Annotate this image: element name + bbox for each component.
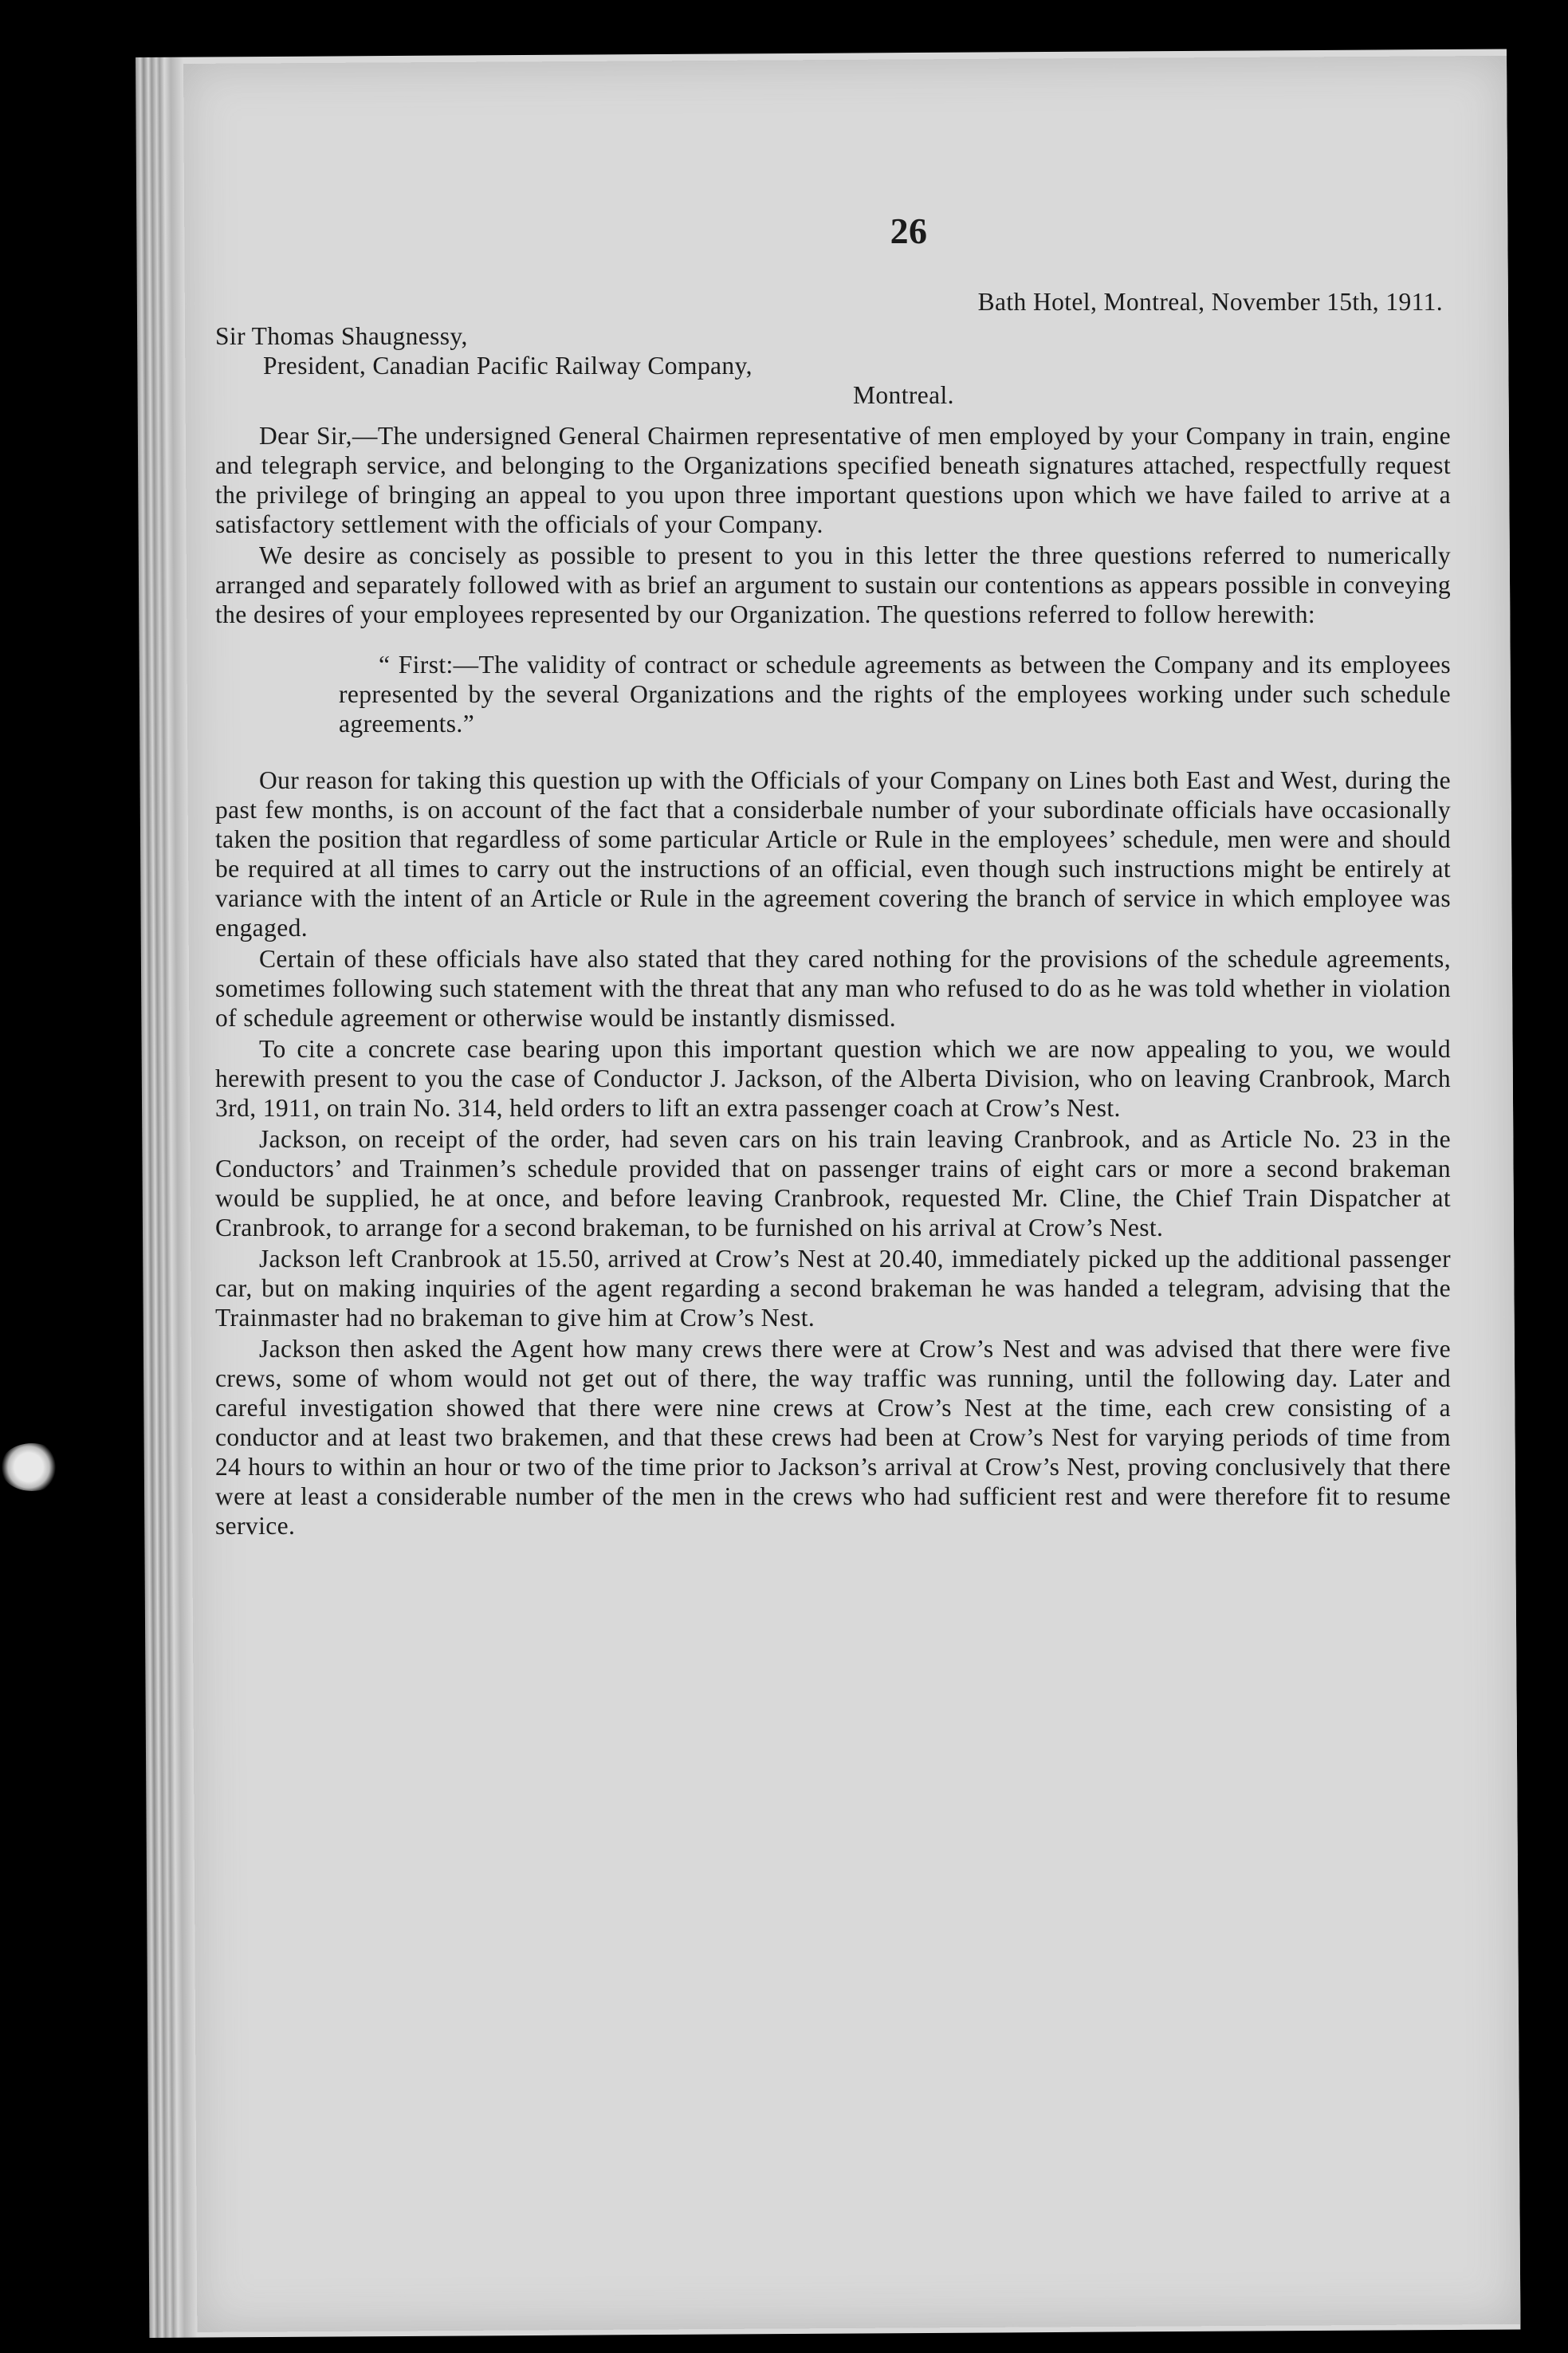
body-paragraph: Jackson, on receipt of the order, had seven cars on his train leaving Cranbrook, and as Article No. 23 in the Conductors’ and Trainmen’s schedule provided that on passenger trains of eight cars or more a second brakeman would be supplied, he at once, and before leaving Cranbrook, requested Mr. Cline, the Chief Train Dispatcher at Cranbrook, to arrange for a second brakeman, to be furnished on his arrival at Crow’s Nest.	[215, 1125, 1451, 1241]
salutation-paragraph: Dear Sir,—The undersigned General Chairmen representative of men employed by your Company in train, engine and telegraph service, and belonging to the Organizations specified beneath signatures attached, respectfully request the privilege of bringing an appeal to you upon three important questions upon which we have failed to arrive at a satisfactory settlement with the officials of your Company.	[215, 422, 1451, 538]
addressee-title: President, Canadian Pacific Railway Company,	[263, 352, 753, 380]
first-question-quote: “ First:—The validity of contract or schedule agreements as between the Company and its employees represented by the several Organizations and the rights of the employees working under such schedule agreements.”	[339, 651, 1451, 738]
dateline: Bath Hotel, Montreal, November 15th, 1911.	[977, 288, 1443, 316]
body-paragraph: Jackson left Cranbrook at 15.50, arrived at Crow’s Nest at 20.40, immediately picked up the additional passenger car, but on making inquiries of the agent regarding a second brakeman he was handed a telegram, advising that the Trainmaster had no brakeman to give him at Crow’s Nest.	[215, 1245, 1451, 1332]
intro-paragraph: We desire as concisely as possible to present to you in this letter the three questions referred to numerically arranged and separately followed with as brief an argument to sustain our contentions as appears possible in conveying the desires of your employees represented by our Organization. The questions referred to follow herewith:	[215, 541, 1451, 628]
addressee-city: Montreal.	[853, 381, 954, 409]
document-text	[215, 207, 1451, 1542]
body-paragraph: Our reason for taking this question up with the Officials of your Company on Lines both East and West, during the past few months, is on account of the fact that a considerbale number of your subordinate officials have occasionally taken the position that regardless of some particular Article or Rule in the employees’ schedule, men were and should be required at all times to carry out the instructions of an official, even though such instructions might be entirely at variance with the intent of an Article or Rule in the agreement covering the branch of service in which employee was engaged.	[215, 766, 1451, 942]
margin-blot	[0, 1443, 64, 1491]
addressee-name: Sir Thomas Shaugnessy,	[215, 322, 468, 350]
body-paragraph: Certain of these officials have also stated that they cared nothing for the provisions of the schedule agreements, sometimes following such statement with the threat that any man who refused to do as he was told whether in violation of schedule agreement or otherwise would be instantly dismissed.	[215, 945, 1451, 1032]
body-paragraph: To cite a concrete case bearing upon this important question which we are now appealing to you, we would herewith present to you the case of Conductor J. Jackson, of the Alberta Division, who on leaving Cranbrook, March 3rd, 1911, on train No. 314, held orders to lift an extra passenger coach at Crow’s Nest.	[215, 1035, 1451, 1122]
page-number: 26	[890, 211, 928, 251]
body-paragraph: Jackson then asked the Agent how many crews there were at Crow’s Nest and was advised that there were five crews, some of whom would not get out of there, the way traffic was running, until the following day. Later and careful investigation showed that there were nine crews at Crow’s Nest at the time, each crew consisting of a conductor and at least two brakemen, and that these crews had been at Crow’s Nest for varying periods of time from 24 hours to within an hour or two of the time prior to Jackson’s arrival at Crow’s Nest, proving conclusively that there were at least a considerable number of the men in the crews who had sufficient rest and were therefore fit to resume service.	[215, 1335, 1451, 1540]
